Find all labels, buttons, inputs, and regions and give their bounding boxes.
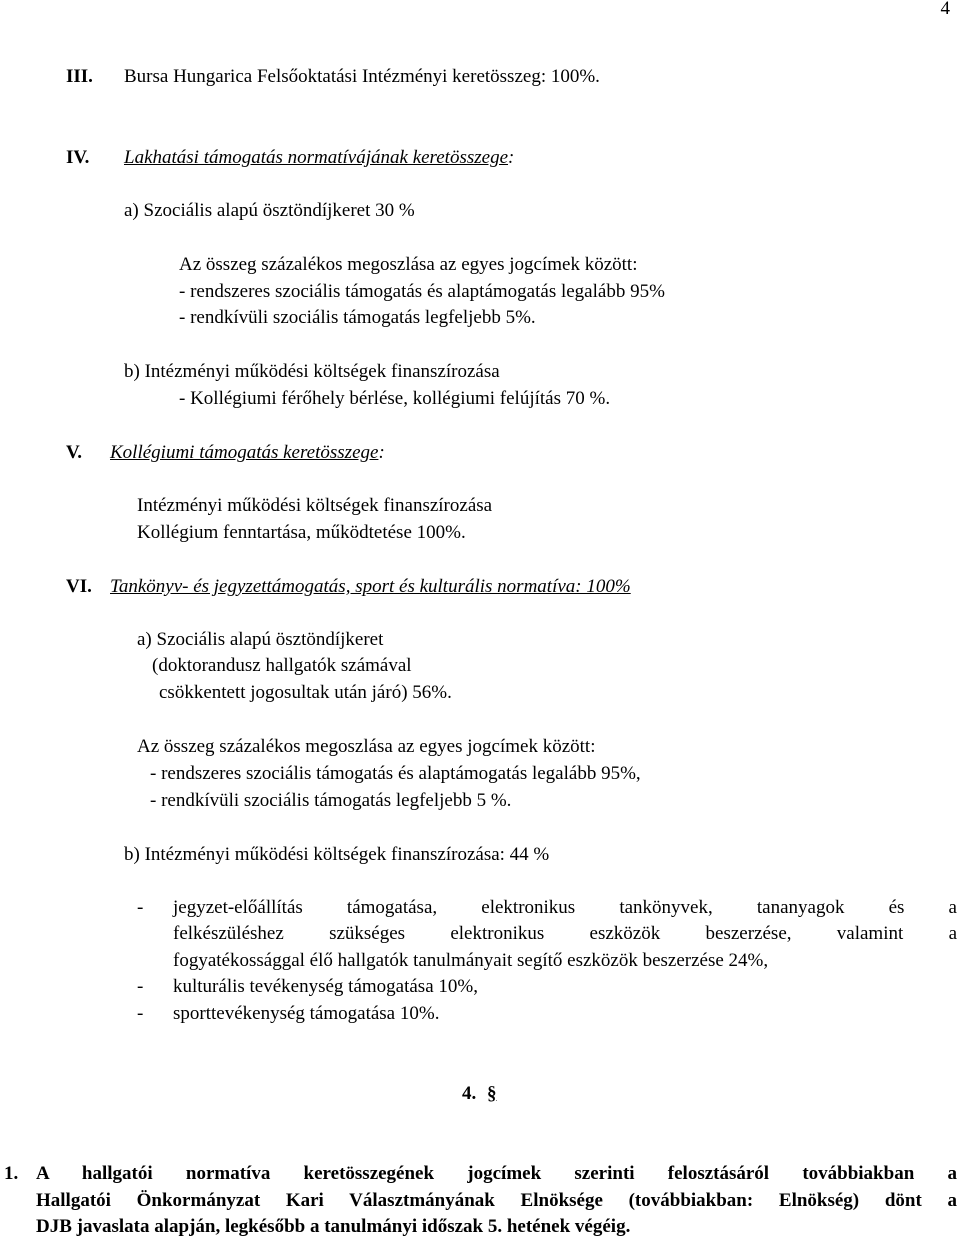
section-6-a-line-3: csökkentett jogosultak után járó) 56%. bbox=[159, 682, 452, 703]
section-6-b-item-1-line-3: fogyatékossággal élő hallgatók tanulmányait segítő eszközök beszerzése 24%, bbox=[173, 950, 769, 971]
section-4-distribution-title: Az összeg százalékos megoszlása az egyes jogcímek között: bbox=[179, 254, 638, 275]
page-number: 4 bbox=[940, 0, 950, 19]
section-3-text: Bursa Hungarica Felsőoktatási Intézményi keretösszeg: 100%. bbox=[124, 66, 600, 87]
paragraph-1-number: 1. bbox=[4, 1163, 19, 1184]
section-6-b-item-3: sporttevékenység támogatása 10%. bbox=[173, 1003, 440, 1024]
section-4-distribution-item-1: - rendszeres szociális támogatás és alaptámogatás legalább 95% bbox=[179, 281, 665, 302]
section-3-number: III. bbox=[66, 66, 93, 87]
section-4-heading: Lakhatási támogatás normatívájának keretösszege: bbox=[124, 147, 515, 168]
section-4-heading-text: Lakhatási támogatás normatívájának keretösszege bbox=[124, 147, 509, 168]
paragraph-symbol: § bbox=[487, 1083, 497, 1104]
section-6-b-item-1-line-1: jegyzet-előállítás támogatása, elektronikus tankönyvek, tananyagok és a bbox=[173, 897, 957, 918]
section-6-a-line-1: a) Szociális alapú ösztöndíjkeret bbox=[137, 629, 384, 650]
list-dash: - bbox=[137, 897, 144, 918]
section-4-distribution-item-2: - rendkívüli szociális támogatás legfeljebb 5%. bbox=[179, 307, 536, 328]
paragraph-1-line-3: DJB javaslata alapján, legkésőbb a tanulmányi időszak 5. hetének végéig. bbox=[36, 1216, 631, 1237]
section-4-a: a) Szociális alapú ösztöndíjkeret 30 % bbox=[124, 200, 415, 221]
section-4-b: b) Intézményi működési költségek finanszírozása bbox=[124, 361, 500, 382]
section-4-number: IV. bbox=[66, 147, 90, 168]
section-6-number: VI. bbox=[66, 576, 92, 597]
section-5-number: V. bbox=[66, 442, 83, 463]
section-6-a-line-2: (doktorandusz hallgatók számával bbox=[152, 655, 412, 676]
section-6-heading: Tankönyv- és jegyzettámogatás, sport és kulturális normatíva: 100% bbox=[110, 576, 631, 597]
section-6-b-item-2: kulturális tevékenység támogatása 10%, bbox=[173, 976, 478, 997]
section-6-b-item-1-line-2: felkészüléshez szükséges elektronikus eszközök beszerzése, valamint a bbox=[173, 923, 957, 944]
section-6-distribution-item-2: - rendkívüli szociális támogatás legfeljebb 5 %. bbox=[150, 790, 512, 811]
list-dash: - bbox=[137, 1003, 144, 1024]
section-4-b-item: - Kollégiumi férőhely bérlése, kollégiumi felújítás 70 %. bbox=[179, 388, 611, 409]
section-6-b: b) Intézményi működési költségek finanszírozása: 44 % bbox=[124, 844, 550, 865]
section-6-distribution-item-1: - rendszeres szociális támogatás és alaptámogatás legalább 95%, bbox=[150, 763, 641, 784]
section-5-heading: Kollégiumi támogatás keretösszege: bbox=[110, 442, 385, 463]
section-5-line-2: Kollégium fenntartása, működtetése 100%. bbox=[137, 522, 466, 543]
section-6-distribution-title: Az összeg százalékos megoszlása az egyes jogcímek között: bbox=[137, 736, 596, 757]
section-5-line-1: Intézményi működési költségek finanszírozása bbox=[137, 495, 493, 516]
list-dash: - bbox=[137, 976, 144, 997]
section-heading bbox=[462, 1082, 497, 1106]
paragraph-1-line-1: A hallgatói normatíva keretösszegének jogcímek szerinti felosztásáról továbbiakban a bbox=[36, 1163, 957, 1184]
section-heading-label: 4. bbox=[462, 1083, 477, 1104]
paragraph-1-line-2: Hallgatói Önkormányzat Kari Választmányának Elnöksége (továbbiakban: Elnökség) dönt a bbox=[36, 1190, 957, 1211]
section-5-heading-text: Kollégiumi támogatás keretösszege bbox=[110, 442, 379, 463]
